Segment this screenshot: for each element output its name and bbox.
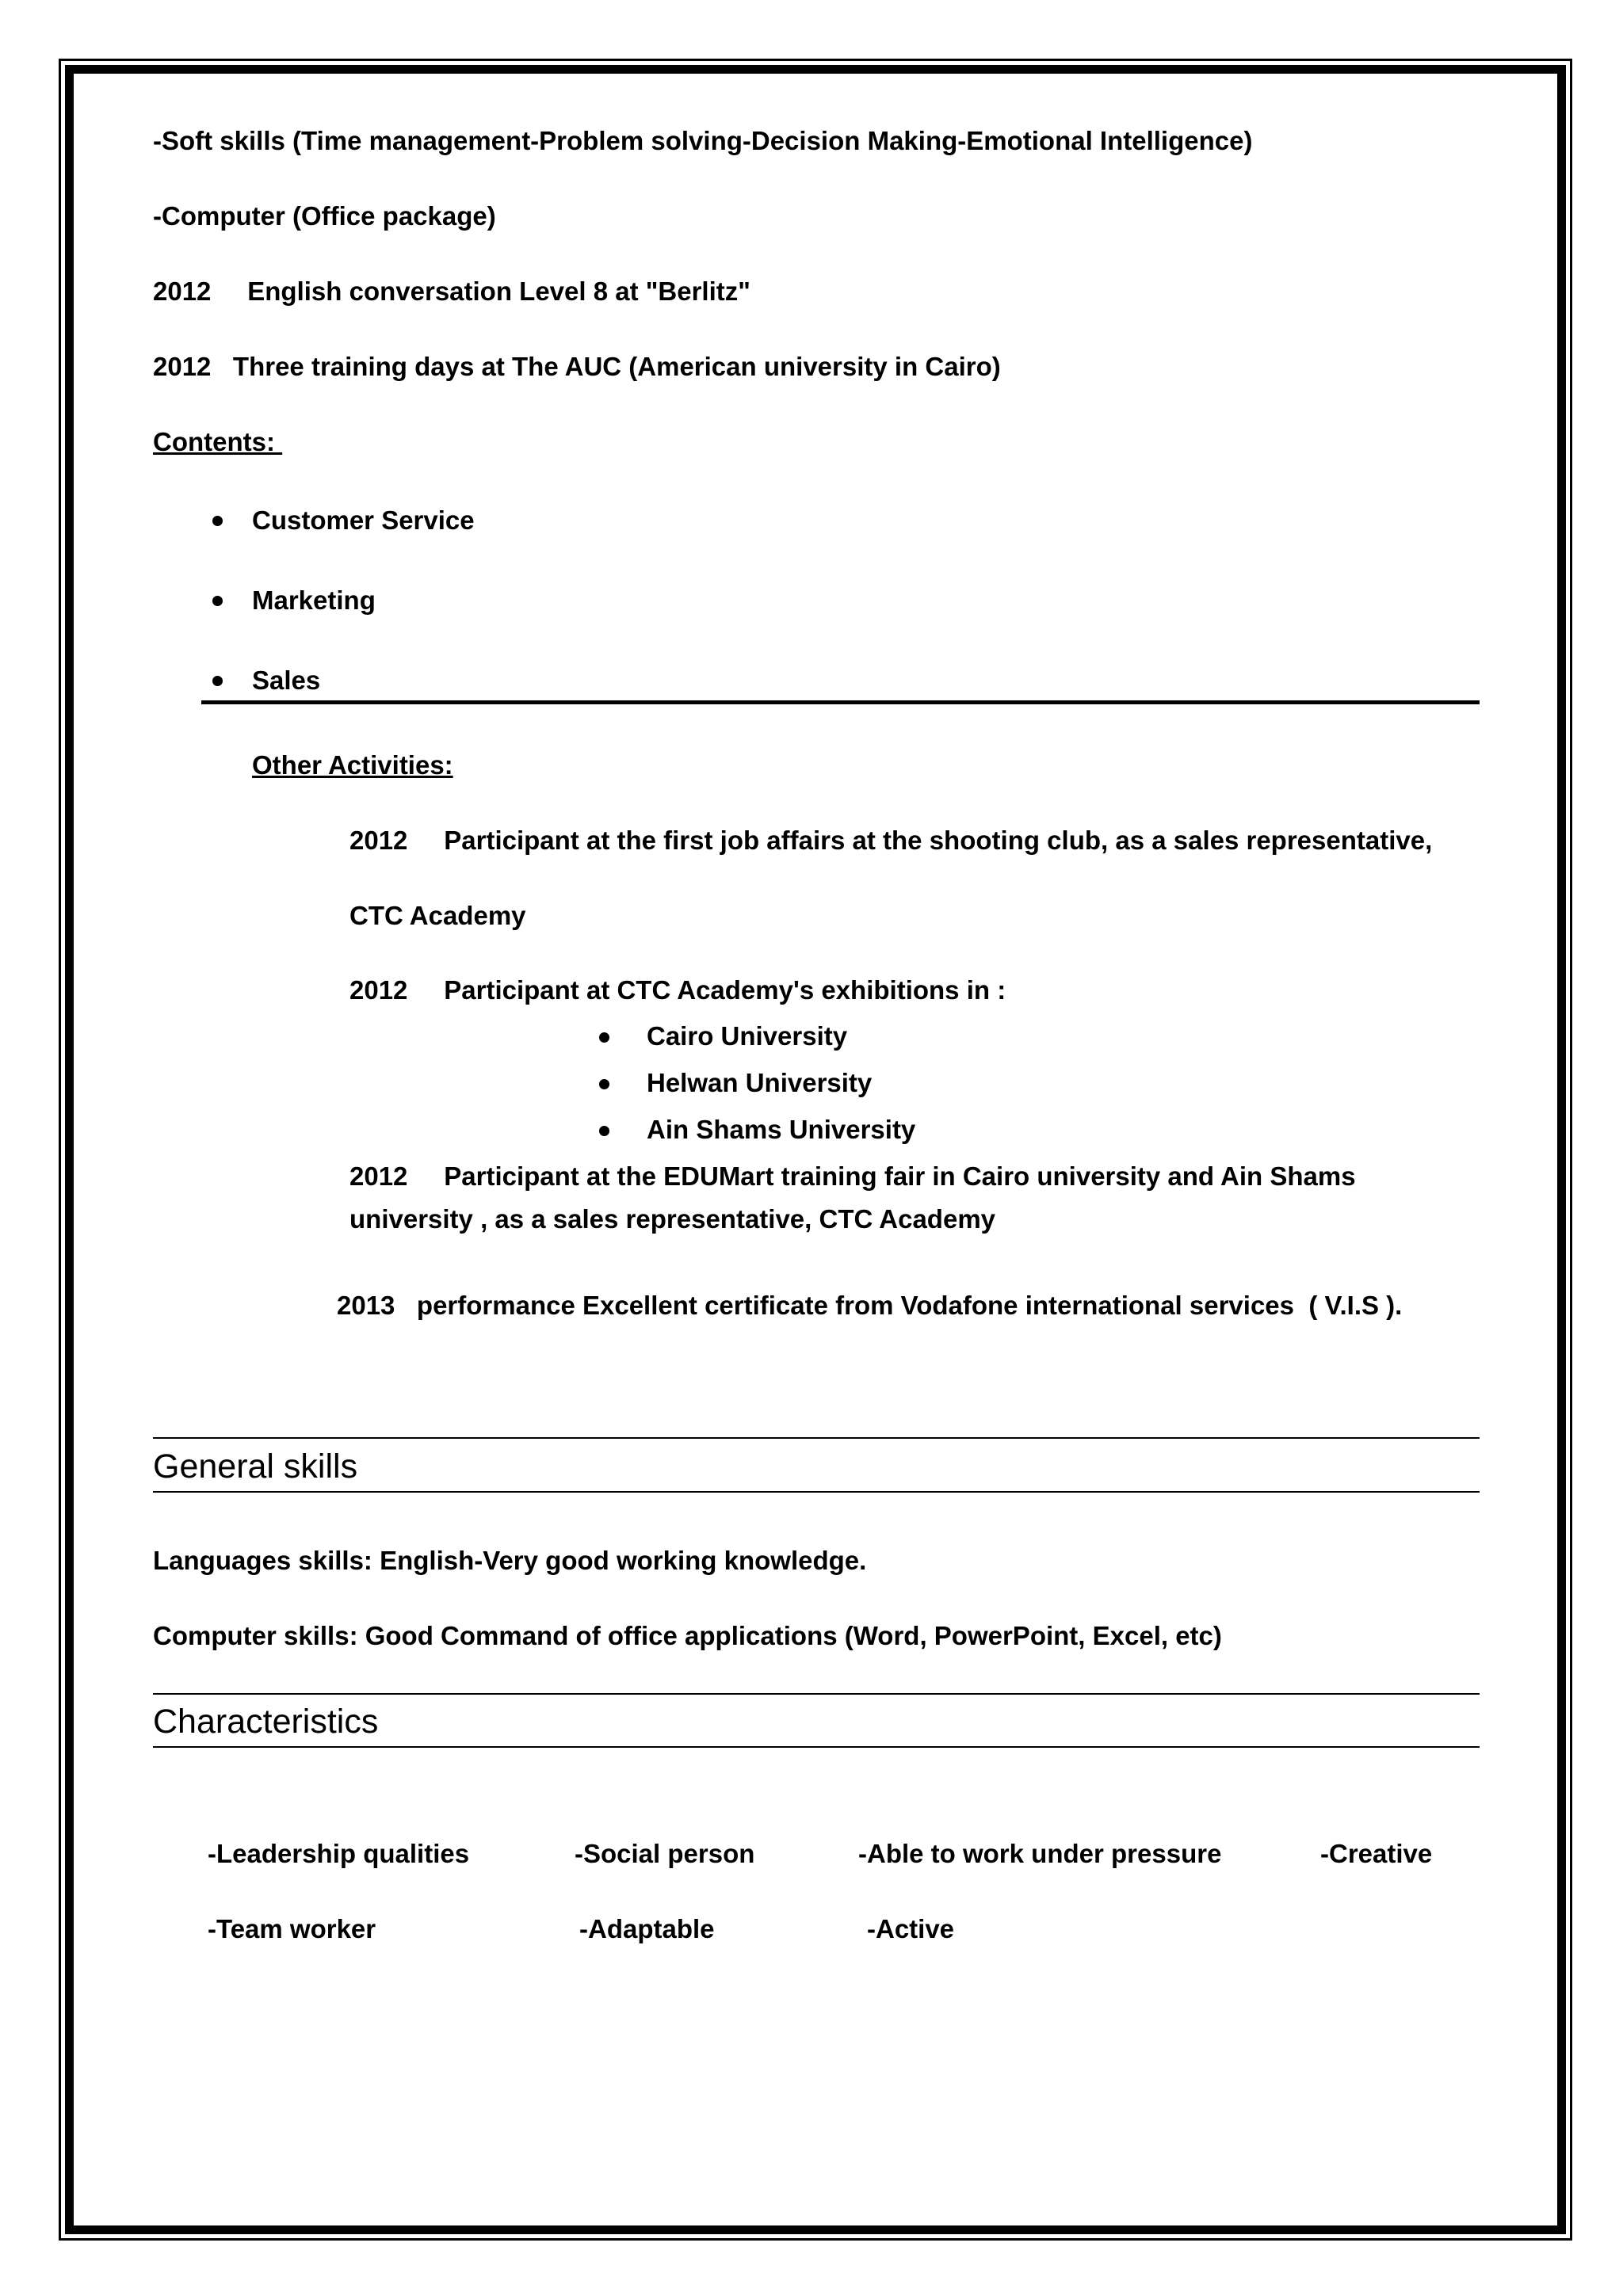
heading-rule-top [153, 1693, 1480, 1695]
characteristics-heading: Characteristics [153, 1703, 379, 1741]
bullet-icon [599, 1079, 609, 1089]
activity-shooting-club-cont: CTC Academy [349, 901, 526, 930]
bullet-icon [599, 1126, 609, 1136]
contents-item-marketing: Marketing [252, 585, 376, 615]
heading-rule-bottom [153, 1746, 1480, 1748]
auc-line: 2012 Three training days at The AUC (American university in Cairo) [153, 352, 1001, 381]
activity-edumart: 2012 Participant at the EDUMart training fair in Cairo university and Ain Shams [349, 1161, 1356, 1191]
other-activities-heading: Other Activities: [252, 750, 453, 780]
heading-rule-top [153, 1437, 1480, 1439]
berlitz-line: 2012 English conversation Level 8 at "Berlitz" [153, 277, 750, 306]
section-divider [201, 700, 1480, 704]
soft-skills-line: -Soft skills (Time management-Problem solving-Decision Making-Emotional Intelligence) [153, 126, 1253, 155]
university-cairo: Cairo University [647, 1021, 848, 1051]
activity-exhibitions: 2012 Participant at CTC Academy's exhibitions in : [349, 975, 1006, 1005]
trait-social: -Social person [575, 1839, 755, 1868]
contents-item-sales: Sales [252, 666, 321, 695]
activity-shooting-club: 2012 Participant at the first job affairs at the shooting club, as a sales representative, [349, 826, 1433, 855]
contents-heading: Contents: [153, 427, 283, 456]
computer-line: -Computer (Office package) [153, 201, 496, 231]
university-helwan: Helwan University [647, 1068, 873, 1097]
page-border-inner [65, 65, 1566, 2234]
computer-skills: Computer skills: Good Command of office applications (Word, PowerPoint, Excel, etc) [153, 1621, 1222, 1650]
university-ain-shams: Ain Shams University [647, 1115, 916, 1144]
trait-active: -Active [867, 1914, 955, 1943]
bullet-icon [212, 516, 223, 526]
trait-adaptable: -Adaptable [579, 1914, 715, 1943]
activity-vodafone: 2013 performance Excellent certificate from Vodafone international services ( V.I.S ). [337, 1291, 1403, 1320]
bullet-icon [599, 1032, 609, 1043]
trait-creative: -Creative [1320, 1839, 1433, 1868]
general-skills-heading: General skills [153, 1447, 358, 1486]
heading-rule-bottom [153, 1491, 1480, 1493]
bullet-icon [212, 596, 223, 606]
contents-item-customer-service: Customer Service [252, 505, 475, 535]
trait-team-worker: -Team worker [208, 1914, 376, 1943]
activity-edumart-cont: university , as a sales representative, CTC Academy [349, 1204, 996, 1234]
bullet-icon [212, 676, 223, 686]
languages-skills: Languages skills: English-Very good working knowledge. [153, 1546, 867, 1575]
trait-leadership: -Leadership qualities [208, 1839, 470, 1868]
trait-pressure: -Able to work under pressure [858, 1839, 1222, 1868]
